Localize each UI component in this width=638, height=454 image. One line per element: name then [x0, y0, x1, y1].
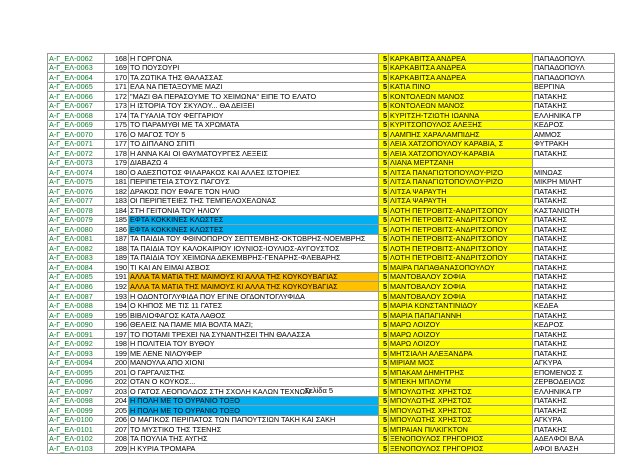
book-title-cell[interactable]: ΤΑ ΠΑΙΔΙΑ ΤΟΥ ΦΘΙΝΟΠΩΡΟΥ ΣΕΠΤΕΜΒΗΣ-ΟΚΤΩΒΡΗΣ-ΝΟΕΜΒΡΗΣ [129, 234, 379, 244]
author-cell[interactable]: ΚΟΝΤΟΛΕΩΝ ΜΑΝΟΣ [389, 101, 533, 111]
table-row[interactable] [48, 187, 615, 197]
book-code-cell[interactable]: Α-Γ_ΕΛ-0073 [48, 158, 105, 168]
table-row[interactable] [48, 149, 615, 159]
publisher-cell[interactable]: ΠΑΠΑΔΟΠΟΥΛ [533, 73, 615, 83]
copies-count-cell[interactable]: 5 [379, 253, 389, 263]
publisher-cell[interactable]: ΑΓΚΥΡΑ [533, 415, 615, 425]
publisher-cell[interactable]: ΠΑΤΑΚΗΣ [533, 339, 615, 349]
book-title-cell[interactable]: ΤΑ ΠΑΙΔΙΑ ΤΟΥ ΧΕΙΜΩΝΑ ΔΕΚΕΜΒΡΗΣ-ΓΕΝΑΡΗΣ-ΦΛΕΒΑΡΗΣ [129, 253, 379, 263]
book-title-cell[interactable]: ΤΟ ΠΟΥΣΟΥΡΙ [129, 63, 379, 73]
publisher-cell[interactable]: ΠΑΤΑΚΗΣ [533, 310, 615, 320]
copies-count-cell[interactable]: 5 [379, 168, 389, 178]
publisher-cell[interactable]: ΠΑΤΑΚΗΣ [533, 225, 615, 235]
book-title-cell[interactable]: ΣΤΗ ΓΕΙΤΟΝΙΑ ΤΟΥ ΗΛΙΟΥ [129, 206, 379, 216]
book-title-cell[interactable]: ΑΛΛΑ ΤΑ ΜΑΤΙΑ ΤΗΣ ΜΑΙΜΟΥΣ ΚΙ ΑΛΛΑ ΤΗΣ ΚΟΥΚΟΥΒΑΓΙΑΣ [129, 272, 379, 282]
author-cell[interactable]: ΛΕΙΑ ΧΑΤΖΟΠΟΥΛΟΥ-ΚΑΡΑΒΙΑ [389, 149, 533, 159]
author-cell[interactable]: ΚΑΡΚΑΒΙΤΣΑ ΑΝΔΡΕΑ [389, 73, 533, 83]
row-number-cell[interactable]: 195 [105, 310, 129, 320]
book-code-cell[interactable]: Α-Γ_ΕΛ-0095 [48, 368, 105, 378]
book-title-cell[interactable]: Ο ΚΗΠΟΣ ΜΕ ΤΙΣ 11 ΓΑΤΕΣ [129, 301, 379, 311]
copies-count-cell[interactable]: 5 [379, 130, 389, 140]
book-code-cell[interactable]: Α-Γ_ΕΛ-0065 [48, 82, 105, 92]
author-cell[interactable]: ΜΑΝΤΟΒΑΛΟΥ ΣΟΦΙΑ [389, 282, 533, 292]
copies-count-cell[interactable]: 5 [379, 368, 389, 378]
book-code-cell[interactable]: Α-Γ_ΕΛ-0068 [48, 111, 105, 121]
row-number-cell[interactable]: 202 [105, 377, 129, 387]
book-title-cell[interactable]: Η ΑΝΝΑ ΚΑΙ ΟΙ ΘΑΥΜΑΤΟΥΡΓΕΣ ΛΕΞΕΙΣ [129, 149, 379, 159]
author-cell[interactable]: ΚΑΡΚΑΒΙΤΣΑ ΑΝΔΡΕΑ [389, 54, 533, 64]
book-code-cell[interactable]: Α-Γ_ΕΛ-0077 [48, 196, 105, 206]
author-cell[interactable]: ΚΑΤΙΑ ΠΙΝΟ [389, 82, 533, 92]
book-title-cell[interactable]: Ο ΑΔΕΣΠΟΤΟΣ ΦΙΛΑΡΑΚΟΣ ΚΑΙ ΑΛΛΕΣ ΙΣΤΟΡΙΕΣ [129, 168, 379, 178]
author-cell[interactable]: ΜΠΕΚΗ ΜΠΛΟΥΜ [389, 377, 533, 387]
table-row[interactable] [48, 177, 615, 187]
book-title-cell[interactable]: ΘΕΛΕΙΣ ΝΑ ΠΑΜΕ ΜΙΑ ΒΟΛΤΑ ΜΑΖΙ; [129, 320, 379, 330]
publisher-cell[interactable]: ΑΦΟΙ ΒΛΑΣΗ [533, 444, 615, 454]
book-code-cell[interactable]: Α-Γ_ΕΛ-0092 [48, 339, 105, 349]
copies-count-cell[interactable]: 5 [379, 234, 389, 244]
book-title-cell[interactable]: ΤΟ ΜΥΣΤΙΚΟ ΤΗΣ ΤΣΕΝΗΣ [129, 425, 379, 435]
book-code-cell[interactable]: Α-Γ_ΕΛ-0080 [48, 225, 105, 235]
table-row[interactable] [48, 329, 615, 339]
book-title-cell[interactable]: ΤΑ ΠΟΥΛΙΑ ΤΗΣ ΑΥΓΗΣ [129, 434, 379, 444]
author-cell[interactable]: ΚΑΡΚΑΒΙΤΣΑ ΑΝΔΡΕΑ [389, 63, 533, 73]
publisher-cell[interactable]: ΠΑΤΑΚΗΣ [533, 253, 615, 263]
table-row[interactable] [48, 111, 615, 121]
publisher-cell[interactable]: ΕΠΟΜΕΝΟΣ Σ [533, 368, 615, 378]
author-cell[interactable]: ΜΠΟΥΛΩΤΗΣ ΧΡΗΣΤΟΣ [389, 415, 533, 425]
publisher-cell[interactable]: ΠΑΤΑΚΗΣ [533, 187, 615, 197]
row-number-cell[interactable]: 196 [105, 320, 129, 330]
book-title-cell[interactable]: ΤΑ ΓΥΑΛΙΑ ΤΟΥ ΦΕΓΓΑΡΙΟΥ [129, 111, 379, 121]
copies-count-cell[interactable]: 5 [379, 139, 389, 149]
publisher-cell[interactable]: ΠΑΤΑΚΗΣ [533, 244, 615, 254]
copies-count-cell[interactable]: 5 [379, 82, 389, 92]
row-number-cell[interactable]: 189 [105, 253, 129, 263]
author-cell[interactable]: ΜΑΡΩ ΛΟΙΖΟΥ [389, 320, 533, 330]
publisher-cell[interactable]: ΕΛΛΗΝΙΚΑ ΓΡ [533, 387, 615, 397]
book-code-cell[interactable]: Α-Γ_ΕΛ-0083 [48, 253, 105, 263]
table-row[interactable] [48, 54, 615, 64]
table-row[interactable] [48, 120, 615, 130]
table-row[interactable] [48, 339, 615, 349]
publisher-cell[interactable]: ΑΜΜΟΣ [533, 130, 615, 140]
book-code-cell[interactable]: Α-Γ_ΕΛ-0086 [48, 282, 105, 292]
table-row[interactable] [48, 358, 615, 368]
publisher-cell[interactable]: ΠΑΤΑΚΗΣ [533, 425, 615, 435]
row-number-cell[interactable]: 205 [105, 406, 129, 416]
author-cell[interactable]: ΛΙΤΣΑ ΨΑΡΑΥΤΗ [389, 196, 533, 206]
book-title-cell[interactable]: ΤΙ ΚΑΙ ΑΝ ΕΙΜΑΙ ΑΣΒΟΣ [129, 263, 379, 273]
copies-count-cell[interactable]: 5 [379, 63, 389, 73]
copies-count-cell[interactable]: 5 [379, 101, 389, 111]
author-cell[interactable]: ΛΟΤΗ ΠΕΤΡΟΒΙΤΣ-ΑΝΔΡΙΤΣΟΠΟΥ [389, 225, 533, 235]
book-code-cell[interactable]: Α-Γ_ΕΛ-0081 [48, 234, 105, 244]
row-number-cell[interactable]: 170 [105, 73, 129, 83]
author-cell[interactable]: ΜΠΟΥΛΩΤΗΣ ΧΡΗΣΤΟΣ [389, 396, 533, 406]
book-code-cell[interactable]: Α-Γ_ΕΛ-0088 [48, 301, 105, 311]
copies-count-cell[interactable]: 5 [379, 206, 389, 216]
row-number-cell[interactable]: 203 [105, 387, 129, 397]
book-title-cell[interactable]: ΕΦΤΑ ΚΟΚΚΙΝΕΣ ΚΛΩΣΤΕΣ [129, 215, 379, 225]
publisher-cell[interactable]: ΠΑΤΑΚΗΣ [533, 263, 615, 273]
book-code-cell[interactable]: Α-Γ_ΕΛ-0069 [48, 120, 105, 130]
copies-count-cell[interactable]: 5 [379, 348, 389, 358]
table-row[interactable] [48, 310, 615, 320]
copies-count-cell[interactable]: 5 [379, 282, 389, 292]
author-cell[interactable]: ΜΑΝΤΟΒΑΛΟΥ ΣΟΦΙΑ [389, 272, 533, 282]
book-code-cell[interactable]: Α-Γ_ΕΛ-0103 [48, 444, 105, 454]
book-code-cell[interactable]: Α-Γ_ΕΛ-0082 [48, 244, 105, 254]
book-code-cell[interactable]: Α-Γ_ΕΛ-0064 [48, 73, 105, 83]
row-number-cell[interactable]: 204 [105, 396, 129, 406]
copies-count-cell[interactable]: 5 [379, 215, 389, 225]
row-number-cell[interactable]: 208 [105, 434, 129, 444]
table-row[interactable] [48, 215, 615, 225]
table-row[interactable] [48, 272, 615, 282]
book-title-cell[interactable]: ΠΕΡΙΠΕΤΕΙΑ ΣΤΟΥΣ ΠΑΓΟΥΣ [129, 177, 379, 187]
copies-count-cell[interactable]: 5 [379, 387, 389, 397]
copies-count-cell[interactable]: 5 [379, 425, 389, 435]
copies-count-cell[interactable]: 5 [379, 291, 389, 301]
publisher-cell[interactable]: ΠΑΤΑΚΗΣ [533, 101, 615, 111]
row-number-cell[interactable]: 178 [105, 149, 129, 159]
publisher-cell[interactable]: ΠΑΤΑΚΗΣ [533, 272, 615, 282]
book-title-cell[interactable]: Ο ΓΑΡΓΑΛΙΣΤΗΣ [129, 368, 379, 378]
book-code-cell[interactable]: Α-Γ_ΕΛ-0085 [48, 272, 105, 282]
book-title-cell[interactable]: ΤΟ ΠΟΤΑΜΙ ΤΡΕΧΕΙ ΝΑ ΣΥΝΑΝΤΗΣΕΙ ΤΗΝ ΘΑΛΑΣΣΑ [129, 329, 379, 339]
publisher-cell[interactable]: ΠΑΤΑΚΗΣ [533, 196, 615, 206]
row-number-cell[interactable]: 182 [105, 187, 129, 197]
book-title-cell[interactable]: ΤΑ ΖΩΤΙΚΑ ΤΗΣ ΘΑΛΑΣΣΑΣ [129, 73, 379, 83]
copies-count-cell[interactable]: 5 [379, 111, 389, 121]
publisher-cell[interactable]: ΑΓΚΥΡΑ [533, 358, 615, 368]
publisher-cell[interactable]: ΜΙΚΡΗ ΜΙΛΗΤ [533, 177, 615, 187]
copies-count-cell[interactable]: 5 [379, 339, 389, 349]
table-row[interactable] [48, 101, 615, 111]
table-row[interactable] [48, 263, 615, 273]
book-code-cell[interactable]: Α-Γ_ΕΛ-0089 [48, 310, 105, 320]
table-row[interactable] [48, 320, 615, 330]
copies-count-cell[interactable]: 5 [379, 434, 389, 444]
book-title-cell[interactable]: ΟΙ ΠΕΡΙΠΕΤΕΙΕΣ ΤΗΣ ΤΕΜΠΕΛΟΧΕΛΩΝΑΣ [129, 196, 379, 206]
book-title-cell[interactable]: ΜΑΝΟΥΛΑ ΑΠΟ ΧΙΟΝΙ [129, 358, 379, 368]
copies-count-cell[interactable]: 5 [379, 177, 389, 187]
table-row[interactable] [48, 206, 615, 216]
row-number-cell[interactable]: 171 [105, 82, 129, 92]
publisher-cell[interactable]: ΠΑΤΑΚΗΣ [533, 234, 615, 244]
author-cell[interactable]: ΛΙΤΣΑ ΨΑΡΑΥΤΗ [389, 187, 533, 197]
author-cell[interactable]: ΜΑΡΙΑ ΠΑΠΑΓΙΑΝΝΗ [389, 310, 533, 320]
author-cell[interactable]: ΚΥΡΙΤΣΗ-ΤΖΙΩΤΗ ΙΩΑΝΝΑ [389, 111, 533, 121]
row-number-cell[interactable]: 207 [105, 425, 129, 435]
copies-count-cell[interactable]: 5 [379, 272, 389, 282]
author-cell[interactable]: ΜΑΡΩ ΛΟΙΖΟΥ [389, 339, 533, 349]
row-number-cell[interactable]: 185 [105, 215, 129, 225]
author-cell[interactable]: ΛΙΤΣΑ ΠΑΝΑΓΙΩΤΟΠΟΥΛΟΥ-ΡΙΖΟ [389, 177, 533, 187]
row-number-cell[interactable]: 192 [105, 282, 129, 292]
table-row[interactable] [48, 225, 615, 235]
publisher-cell[interactable]: ΠΑΤΑΚΗΣ [533, 406, 615, 416]
row-number-cell[interactable]: 174 [105, 111, 129, 121]
author-cell[interactable]: ΛΟΤΗ ΠΕΤΡΟΒΙΤΣ-ΑΝΔΡΙΤΣΟΠΟΥ [389, 253, 533, 263]
row-number-cell[interactable]: 194 [105, 301, 129, 311]
book-title-cell[interactable]: ΕΦΤΑ ΚΟΚΚΙΝΕΣ ΚΛΩΣΤΕΣ [129, 225, 379, 235]
author-cell[interactable]: ΜΑΡΩ ΛΟΙΖΟΥ [389, 329, 533, 339]
author-cell[interactable]: ΜΠΟΥΛΩΤΗΣ ΧΡΗΣΤΟΣ [389, 406, 533, 416]
book-title-cell[interactable]: ΕΛΑ ΝΑ ΠΕΤΑΞΟΥΜΕ ΜΑΖΙ [129, 82, 379, 92]
publisher-cell[interactable]: ΦΥΤΡΑΚΗ [533, 139, 615, 149]
book-title-cell[interactable]: Η ΚΥΡΙΑ ΤΡΟΜΑΡΑ [129, 444, 379, 454]
row-number-cell[interactable]: 180 [105, 168, 129, 178]
publisher-cell[interactable]: ΠΑΤΑΚΗΣ [533, 92, 615, 102]
book-code-cell[interactable]: Α-Γ_ΕΛ-0072 [48, 149, 105, 159]
author-cell[interactable]: ΜΗΤΣΙΑΛΗ ΑΛΕΞΑΝΔΡΑ [389, 348, 533, 358]
publisher-cell[interactable]: ΒΕΡΓΙΝΑ [533, 82, 615, 92]
publisher-cell[interactable]: ΚΑΣΤΑΝΙΩΤΗ [533, 206, 615, 216]
book-code-cell[interactable]: Α-Γ_ΕΛ-0084 [48, 263, 105, 273]
publisher-cell[interactable]: ΑΔΕΛΦΟΙ ΒΛΑ [533, 434, 615, 444]
book-title-cell[interactable]: Η ΠΟΛΗ ΜΕ ΤΟ ΟΥΡΑΝΙΟ ΤΟΞΟ [129, 396, 379, 406]
row-number-cell[interactable]: 198 [105, 339, 129, 349]
table-row[interactable] [48, 82, 615, 92]
author-cell[interactable]: ΜΠΡΑΙΑΝ ΠΙΛΚΙΓΚΤΟΝ [389, 425, 533, 435]
author-cell[interactable]: ΜΑΡΙΑ ΚΩΝΣΤΑΝΤΙΝΙΔΟΥ [389, 301, 533, 311]
copies-count-cell[interactable]: 5 [379, 444, 389, 454]
publisher-cell[interactable]: ΚΕΔΕΑ [533, 301, 615, 311]
author-cell[interactable]: ΛΕΙΑ ΧΑΤΖΟΠΟΥΛΟΥ ΚΑΡΑΒΙΑ, Σ [389, 139, 533, 149]
table-row[interactable] [48, 196, 615, 206]
publisher-cell[interactable]: ΠΑΠΑΔΟΠΟΥΛ [533, 63, 615, 73]
table-row[interactable] [48, 348, 615, 358]
publisher-cell[interactable]: ΚΕΔΡΟΣ [533, 120, 615, 130]
author-cell[interactable]: ΜΠΟΥΛΩΤΗΣ ΧΡΗΣΤΟΣ [389, 387, 533, 397]
table-row[interactable] [48, 406, 615, 416]
book-code-cell[interactable]: Α-Γ_ΕΛ-0101 [48, 425, 105, 435]
row-number-cell[interactable]: 201 [105, 368, 129, 378]
copies-count-cell[interactable]: 5 [379, 310, 389, 320]
book-code-cell[interactable]: Α-Γ_ΕΛ-0097 [48, 387, 105, 397]
row-number-cell[interactable]: 191 [105, 272, 129, 282]
page-footer: Σελίδα 5 [304, 386, 334, 395]
author-cell[interactable]: ΛΙΤΣΑ ΠΑΝΑΓΙΩΤΟΠΟΥΛΟΥ-ΡΙΖΟ [389, 168, 533, 178]
book-code-cell[interactable]: Α-Γ_ΕΛ-0070 [48, 130, 105, 140]
publisher-cell[interactable]: ΠΑΠΑΔΟΠΟΥΛ [533, 54, 615, 64]
publisher-cell[interactable]: ΠΑΤΑΚΗΣ [533, 282, 615, 292]
copies-count-cell[interactable]: 5 [379, 120, 389, 130]
row-number-cell[interactable]: 183 [105, 196, 129, 206]
table-row[interactable] [48, 301, 615, 311]
copies-count-cell[interactable]: 5 [379, 149, 389, 159]
copies-count-cell[interactable]: 5 [379, 320, 389, 330]
table-row[interactable] [48, 244, 615, 254]
table-row[interactable] [48, 130, 615, 140]
table-row[interactable] [48, 282, 615, 292]
author-cell[interactable]: ΜΑΙΡΑ ΠΑΠΑΘΑΝΑΣΟΠΟΥΛΟΥ [389, 263, 533, 273]
book-code-cell[interactable]: Α-Γ_ΕΛ-0071 [48, 139, 105, 149]
copies-count-cell[interactable]: 5 [379, 415, 389, 425]
publisher-cell[interactable]: ΠΑΤΑΚΗΣ [533, 396, 615, 406]
book-code-cell[interactable]: Α-Γ_ΕΛ-0076 [48, 187, 105, 197]
table-row[interactable] [48, 444, 615, 454]
book-title-cell[interactable]: Η ΟΔΟΝΤΟΓΛΥΦΙΔΑ ΠΟΥ ΕΓΙΝΕ ΟΓΔΟΝΤΟΓΛΥΦΙΔΑ [129, 291, 379, 301]
author-cell[interactable]: ΛΟΤΗ ΠΕΤΡΟΒΙΤΣ-ΑΝΔΡΙΤΣΟΠΟΥ [389, 244, 533, 254]
publisher-cell[interactable]: ΠΑΤΑΚΗΣ [533, 329, 615, 339]
table-row[interactable] [48, 253, 615, 263]
row-number-cell[interactable]: 187 [105, 234, 129, 244]
author-cell[interactable]: ΚΥΡΙΤΣΟΠΟΥΛΟΣ ΑΛΕΞΗΣ [389, 120, 533, 130]
copies-count-cell[interactable]: 5 [379, 396, 389, 406]
book-title-cell[interactable]: Ο ΓΑΤΟΣ ΛΕΟΠΟΛΔΟΣ ΣΤΗ ΣΧΟΛΗ ΚΑΛΩΝ ΤΕΧΝΩΝ [129, 387, 379, 397]
copies-count-cell[interactable]: 5 [379, 158, 389, 168]
book-code-cell[interactable]: Α-Γ_ΕΛ-0098 [48, 396, 105, 406]
book-title-cell[interactable]: ΔΙΑΒΑΖΩ 4 [129, 158, 379, 168]
copies-count-cell[interactable]: 5 [379, 225, 389, 235]
author-cell[interactable]: ΜΠΑΚΑΜ ΔΗΜΗΤΡΗΣ [389, 368, 533, 378]
table-row[interactable] [48, 168, 615, 178]
book-title-cell[interactable]: ΒΙΒΛΙΟΦΑΓΟΣ ΚΑΤΑ ΛΑΘΟΣ [129, 310, 379, 320]
author-cell[interactable]: ΜΑΝΤΟΒΑΛΟΥ ΣΟΦΙΑ [389, 291, 533, 301]
row-number-cell[interactable]: 176 [105, 130, 129, 140]
copies-count-cell[interactable]: 5 [379, 92, 389, 102]
row-number-cell[interactable]: 206 [105, 415, 129, 425]
row-number-cell[interactable]: 188 [105, 244, 129, 254]
copies-count-cell[interactable]: 5 [379, 196, 389, 206]
copies-count-cell[interactable]: 5 [379, 54, 389, 64]
row-number-cell[interactable]: 209 [105, 444, 129, 454]
book-title-cell[interactable]: ΤΟ ΔΙΠΛΑΝΟ ΣΠΙΤΙ [129, 139, 379, 149]
copies-count-cell[interactable]: 5 [379, 406, 389, 416]
book-code-cell[interactable]: Α-Γ_ΕΛ-0074 [48, 168, 105, 178]
book-title-cell[interactable]: Η ΙΣΤΟΡΙΑ ΤΟΥ ΣΚΥΛΟΥ... ΘΑ ΔΕΙΞΕΙ [129, 101, 379, 111]
publisher-cell[interactable]: ΠΑΤΑΚΗΣ [533, 348, 615, 358]
author-cell[interactable]: ΛΟΤΗ ΠΕΤΡΟΒΙΤΣ-ΑΝΔΡΙΤΣΟΠΟΥ [389, 215, 533, 225]
book-code-cell[interactable]: Α-Γ_ΕΛ-0094 [48, 358, 105, 368]
publisher-cell[interactable] [533, 158, 615, 168]
copies-count-cell[interactable]: 5 [379, 358, 389, 368]
copies-count-cell[interactable]: 5 [379, 187, 389, 197]
author-cell[interactable]: ΚΟΝΤΟΛΕΩΝ ΜΑΝΟΣ [389, 92, 533, 102]
author-cell[interactable]: ΞΕΝΟΠΟΥΛΟΣ ΓΡΗΓΟΡΙΟΣ [389, 444, 533, 454]
copies-count-cell[interactable]: 5 [379, 329, 389, 339]
table-row[interactable] [48, 368, 615, 378]
author-cell[interactable]: ΛΟΤΗ ΠΕΤΡΟΒΙΤΣ-ΑΝΔΡΙΤΣΟΠΟΥ [389, 234, 533, 244]
book-code-cell[interactable]: Α-Γ_ΕΛ-0075 [48, 177, 105, 187]
copies-count-cell[interactable]: 5 [379, 377, 389, 387]
book-code-cell[interactable]: Α-Γ_ΕΛ-0090 [48, 320, 105, 330]
book-code-cell[interactable]: Α-Γ_ΕΛ-0099 [48, 406, 105, 416]
author-cell[interactable]: ΛΟΤΗ ΠΕΤΡΟΒΙΤΣ-ΑΝΔΡΙΤΣΟΠΟΥ [389, 206, 533, 216]
publisher-cell[interactable]: ΚΕΔΡΟΣ [533, 320, 615, 330]
table-row[interactable] [48, 63, 615, 73]
row-number-cell[interactable]: 177 [105, 139, 129, 149]
copies-count-cell[interactable]: 5 [379, 244, 389, 254]
publisher-cell[interactable]: ΖΕΡΒΟΔΕΙΛΟΣ [533, 377, 615, 387]
row-number-cell[interactable]: 190 [105, 263, 129, 273]
copies-count-cell[interactable]: 5 [379, 301, 389, 311]
book-title-cell[interactable]: ΟΤΑΝ Ο ΚΟΥΚΟΣ... [129, 377, 379, 387]
table-row[interactable] [48, 92, 615, 102]
book-title-cell[interactable]: Η ΓΟΡΓΟΝΑ [129, 54, 379, 64]
book-title-cell[interactable]: ΑΛΛΑ ΤΑ ΜΑΤΙΑ ΤΗΣ ΜΑΙΜΟΥΣ ΚΙ ΑΛΛΑ ΤΗΣ ΚΟΥΚΟΥΒΑΓΙΑΣ [129, 282, 379, 292]
book-code-cell[interactable]: Α-Γ_ΕΛ-0096 [48, 377, 105, 387]
book-code-cell[interactable]: Α-Γ_ΕΛ-0062 [48, 54, 105, 64]
table-row[interactable] [48, 73, 615, 83]
row-number-cell[interactable]: 181 [105, 177, 129, 187]
row-number-cell[interactable]: 184 [105, 206, 129, 216]
row-number-cell[interactable]: 186 [105, 225, 129, 235]
row-number-cell[interactable]: 172 [105, 92, 129, 102]
row-number-cell[interactable]: 199 [105, 348, 129, 358]
book-code-cell[interactable]: Α-Γ_ΕΛ-0079 [48, 215, 105, 225]
table-row[interactable] [48, 434, 615, 444]
copies-count-cell[interactable]: 5 [379, 263, 389, 273]
row-number-cell[interactable]: 200 [105, 358, 129, 368]
book-title-cell[interactable]: "ΜΑΖΙ ΘΑ ΠΕΡΑΣΟΥΜΕ ΤΟ ΧΕΙΜΩΝΑ" ΕΙΠΕ ΤΟ ΕΛΑΤΟ [129, 92, 379, 102]
row-number-cell[interactable]: 179 [105, 158, 129, 168]
author-cell[interactable]: ΞΕΝΟΠΟΥΛΟΣ ΓΡΗΓΟΡΙΟΣ [389, 434, 533, 444]
publisher-cell[interactable]: ΕΛΛΗΝΙΚΑ ΓΡ [533, 111, 615, 121]
book-title-cell[interactable]: ΤΟ ΠΑΡΑΜΥΘΙ ΜΕ ΤΑ ΧΡΩΜΑΤΑ [129, 120, 379, 130]
publisher-cell[interactable]: ΠΑΤΑΚΗΣ [533, 291, 615, 301]
book-title-cell[interactable]: Ο ΜΑΓΟΣ ΤΟΥ 5 [129, 130, 379, 140]
row-number-cell[interactable]: 169 [105, 63, 129, 73]
book-title-cell[interactable]: Ο ΜΑΓΙΚΟΣ ΠΕΡΙΠΑΤΟΣ ΤΩΝ ΠΑΠΟΥΤΣΙΩΝ ΤΑΚΗ ΚΑΙ ΣΑΚΗ [129, 415, 379, 425]
book-code-cell[interactable]: Α-Γ_ΕΛ-0066 [48, 92, 105, 102]
book-code-cell[interactable]: Α-Γ_ΕΛ-0067 [48, 101, 105, 111]
author-cell[interactable]: ΛΑΜΠΗΣ ΧΑΡΑΛΑΜΠΙΔΗΣ [389, 130, 533, 140]
book-title-cell[interactable]: ΤΑ ΠΑΙΔΙΑ ΤΟΥ ΚΑΛΟΚΑΙΡΙΟΥ ΙΟΥΝΙΟΣ-ΙΟΥΛΙΟΣ-ΑΥΓΟΥΣΤΟΣ [129, 244, 379, 254]
table-row[interactable] [48, 291, 615, 301]
row-number-cell[interactable]: 168 [105, 54, 129, 64]
copies-count-cell[interactable]: 5 [379, 73, 389, 83]
table-row[interactable] [48, 139, 615, 149]
book-title-cell[interactable]: ΜΕ ΛΕΝΕ ΝΙΛΟΥΦΕΡ [129, 348, 379, 358]
publisher-cell[interactable]: ΜΙΝΩΑΣ [533, 168, 615, 178]
book-title-cell[interactable]: Η ΠΟΛΙΤΕΙΑ ΤΟΥ ΒΥΘΟΥ [129, 339, 379, 349]
book-code-cell[interactable]: Α-Γ_ΕΛ-0087 [48, 291, 105, 301]
row-number-cell[interactable]: 175 [105, 120, 129, 130]
book-code-cell[interactable]: Α-Γ_ΕΛ-0063 [48, 63, 105, 73]
publisher-cell[interactable]: ΠΑΤΑΚΗΣ [533, 149, 615, 159]
book-title-cell[interactable]: Η ΠΟΛΗ ΜΕ ΤΟ ΟΥΡΑΝΙΟ ΤΟΞΟ [129, 406, 379, 416]
table-row[interactable] [48, 158, 615, 168]
row-number-cell[interactable]: 173 [105, 101, 129, 111]
author-cell[interactable]: ΜΙΡΙΑΜ ΜΟΣ [389, 358, 533, 368]
publisher-cell[interactable]: ΠΑΤΑΚΗΣ [533, 215, 615, 225]
book-code-cell[interactable]: Α-Γ_ΕΛ-0093 [48, 348, 105, 358]
book-code-cell[interactable]: Α-Γ_ΕΛ-0078 [48, 206, 105, 216]
row-number-cell[interactable]: 197 [105, 329, 129, 339]
book-title-cell[interactable]: ΔΡΑΚΟΣ ΠΟΥ ΕΦΑΓΕ ΤΟΝ ΗΛΙΟ [129, 187, 379, 197]
table-row[interactable] [48, 425, 615, 435]
table-row[interactable] [48, 415, 615, 425]
author-cell[interactable]: ΛΙΑΝΑ ΜΕΡΤΖΑΝΗ [389, 158, 533, 168]
table-row[interactable] [48, 396, 615, 406]
row-number-cell[interactable]: 193 [105, 291, 129, 301]
book-code-cell[interactable]: Α-Γ_ΕΛ-0091 [48, 329, 105, 339]
book-code-cell[interactable]: Α-Γ_ΕΛ-0100 [48, 415, 105, 425]
table-row[interactable] [48, 234, 615, 244]
book-code-cell[interactable]: Α-Γ_ΕΛ-0102 [48, 434, 105, 444]
